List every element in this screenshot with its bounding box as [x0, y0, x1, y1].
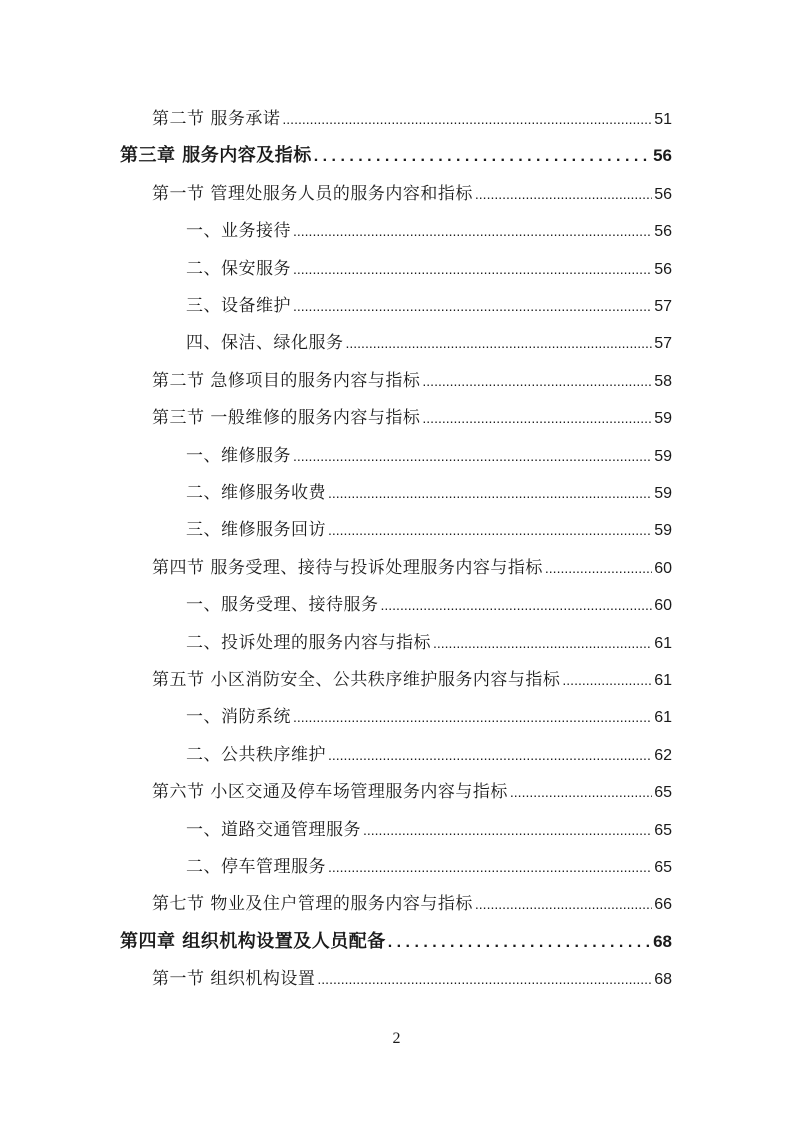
toc-entry[interactable]	[152, 179, 672, 209]
toc-entry[interactable]	[186, 815, 672, 845]
toc-leader-dots	[293, 702, 652, 732]
toc-entry-page: 65	[654, 859, 672, 876]
toc-entry-page: 68	[653, 931, 672, 951]
toc-entry-page: 62	[654, 746, 672, 764]
toc-leader-dots	[293, 291, 652, 321]
toc-entry-page: 66	[654, 896, 672, 914]
toc-entry-label: 第七节 物业及住户管理的服务内容与指标	[152, 894, 473, 915]
toc-entry-label: 一、维修服务	[186, 445, 291, 466]
toc-entry-label: 二、公共秩序维护	[186, 744, 326, 765]
toc-entry[interactable]	[186, 590, 672, 620]
toc-leader-dots	[475, 889, 652, 919]
page-number: 2	[392, 1030, 401, 1047]
toc-entry-page: 60	[654, 597, 672, 615]
toc-entry-label: 第一节 管理处服务人员的服务内容和指标	[152, 183, 473, 204]
toc-entry[interactable]	[186, 441, 672, 471]
toc-entry-page: 56	[654, 185, 672, 203]
toc-entry-label: 第三章 服务内容及指标	[120, 145, 312, 167]
toc-entry[interactable]	[152, 104, 672, 134]
toc-entry-label: 第四节 服务受理、接待与投诉处理服务内容与指标	[152, 557, 543, 578]
toc-entry-label: 二、投诉处理的服务内容与指标	[186, 632, 431, 653]
toc-entry[interactable]	[152, 366, 672, 396]
toc-leader-dots	[346, 328, 653, 358]
toc-entry-label: 第三节 一般维修的服务内容与指标	[152, 408, 421, 429]
toc-entry[interactable]	[120, 927, 672, 957]
toc-entry-page: 61	[654, 672, 672, 689]
toc-entry-page: 56	[654, 260, 672, 278]
toc-entry-page: 57	[654, 335, 672, 353]
toc-leader-dots	[475, 179, 652, 209]
toc-entry-page: 56	[654, 223, 672, 241]
toc-leader-dots	[282, 104, 652, 134]
toc-entry-page: 59	[654, 485, 672, 502]
toc-entry[interactable]	[186, 478, 672, 508]
toc-entry-page: 59	[654, 410, 672, 428]
toc-entry-page: 58	[654, 372, 672, 390]
toc-leader-dots	[328, 478, 652, 508]
toc-entry-label: 第四章 组织机构设置及人员配备	[120, 930, 386, 952]
toc-entry-label: 二、停车管理服务	[186, 857, 326, 877]
toc-entry[interactable]	[186, 216, 672, 246]
toc-entry-page: 56	[653, 146, 672, 166]
toc-entry[interactable]	[186, 328, 672, 358]
toc-entry[interactable]	[186, 852, 672, 882]
toc-leader-dots	[422, 366, 652, 396]
toc-leader-dots	[381, 590, 653, 620]
toc-entry-label: 一、消防系统	[186, 707, 291, 728]
toc-entry-label: 第二节 服务承诺	[152, 109, 281, 129]
toc-entry[interactable]	[152, 889, 672, 919]
toc-entry-page: 60	[654, 559, 672, 577]
toc-leader-dots	[317, 964, 652, 994]
toc-entry[interactable]	[186, 291, 672, 321]
toc-entry-label: 三、维修服务回访	[186, 520, 326, 541]
toc-leader-dots	[388, 928, 651, 958]
toc-entry-page: 65	[654, 784, 672, 802]
toc-leader-dots	[422, 403, 652, 433]
toc-entry-page: 59	[654, 447, 672, 465]
toc-leader-dots	[314, 142, 651, 172]
toc-entry-label: 二、维修服务收费	[186, 483, 326, 503]
toc-entry-label: 二、保安服务	[186, 258, 291, 279]
toc-entry-label: 第二节 急修项目的服务内容与指标	[152, 370, 421, 391]
toc-entry-label: 第一节 组织机构设置	[152, 969, 316, 990]
toc-entry[interactable]	[120, 141, 672, 171]
toc-leader-dots	[545, 553, 652, 583]
toc-leader-dots	[293, 216, 652, 246]
toc-leader-dots	[562, 665, 652, 695]
toc-entry-page: 68	[654, 971, 672, 989]
toc-entry-page: 65	[654, 821, 672, 839]
toc-entry[interactable]	[152, 665, 672, 695]
toc-leader-dots	[328, 852, 652, 882]
toc-leader-dots	[510, 777, 652, 807]
toc-entry-page: 61	[654, 634, 672, 652]
toc-entry[interactable]	[152, 403, 672, 433]
toc-entry-page: 57	[654, 298, 672, 315]
toc-leader-dots	[363, 815, 652, 845]
toc-entry[interactable]	[186, 254, 672, 284]
toc-entry[interactable]	[186, 740, 672, 770]
toc-entry-label: 一、道路交通管理服务	[186, 819, 361, 840]
toc-entry[interactable]	[186, 628, 672, 658]
toc-entry-label: 第五节 小区消防安全、公共秩序维护服务内容与指标	[152, 670, 561, 690]
toc-entry[interactable]	[152, 553, 672, 583]
toc-entry[interactable]	[186, 515, 672, 545]
toc-leader-dots	[328, 740, 652, 770]
toc-leader-dots	[328, 515, 652, 545]
toc-entry[interactable]	[186, 702, 672, 732]
toc-leader-dots	[293, 441, 652, 471]
toc-leader-dots	[433, 628, 652, 658]
toc-entry-label: 四、保洁、绿化服务	[186, 333, 344, 354]
toc-entry-page: 51	[654, 111, 672, 128]
toc-entry-label: 一、服务受理、接待服务	[186, 595, 379, 616]
toc-entry[interactable]	[152, 964, 672, 994]
toc-entry-label: 一、业务接待	[186, 221, 291, 242]
toc-entry-page: 59	[654, 522, 672, 540]
toc-entry[interactable]	[152, 777, 672, 807]
toc-entry-label: 第六节 小区交通及停车场管理服务内容与指标	[152, 782, 508, 803]
toc-leader-dots	[293, 254, 652, 284]
toc-entry-page: 61	[654, 709, 672, 727]
toc-entry-label: 三、设备维护	[186, 296, 291, 316]
